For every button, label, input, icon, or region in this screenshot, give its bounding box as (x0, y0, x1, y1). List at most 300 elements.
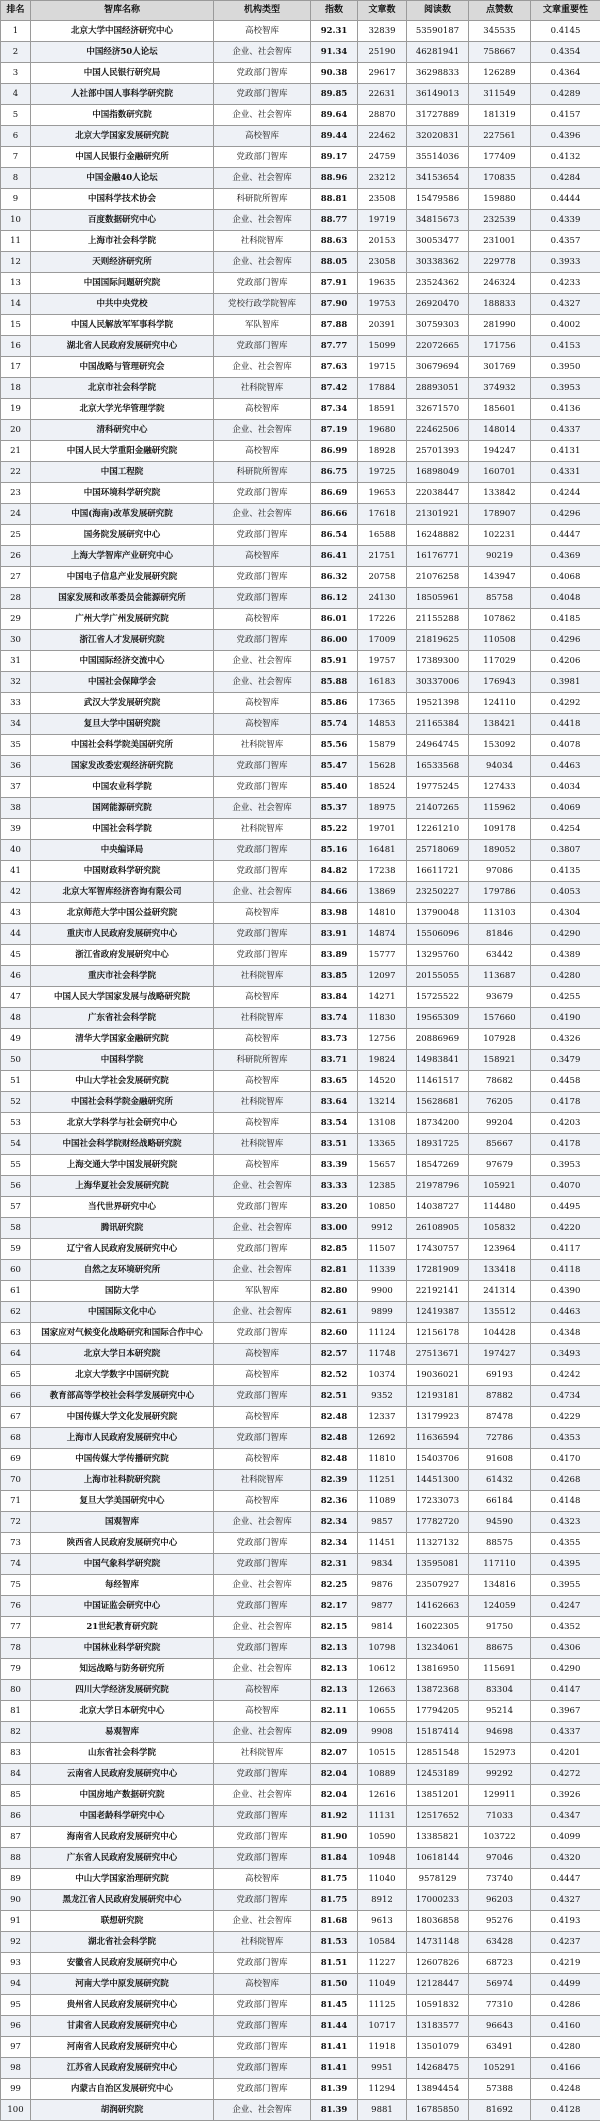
name-cell: 云南省人民政府发展研究中心 (31, 1764, 214, 1785)
type-cell: 党政部门智库 (214, 1848, 311, 1869)
table-row (1, 2037, 600, 2058)
name-cell: 甘肃省人民政府发展研究中心 (31, 2016, 214, 2037)
type-cell: 企业、社会智库 (214, 1575, 311, 1596)
likes-cell: 97086 (469, 861, 531, 882)
name-cell: 中山大学国家治理研究院 (31, 1869, 214, 1890)
name-cell: 中国国际经济交流中心 (31, 651, 214, 672)
importance-cell: 0.4255 (531, 987, 600, 1008)
importance-cell: 0.4233 (531, 273, 600, 294)
table-row (1, 714, 600, 735)
articles-cell: 9877 (358, 1596, 407, 1617)
articles-cell: 17365 (358, 693, 407, 714)
type-cell: 企业、社会智库 (214, 420, 311, 441)
type-cell: 社科院智库 (214, 966, 311, 987)
name-cell: 清科研究中心 (31, 420, 214, 441)
index-cell: 86.01 (311, 609, 358, 630)
name-cell: 复旦大学中国研究院 (31, 714, 214, 735)
articles-cell: 11294 (358, 2079, 407, 2100)
name-cell: 中国人民大学国家发展与战略研究院 (31, 987, 214, 1008)
articles-cell: 19757 (358, 651, 407, 672)
table-row (1, 147, 600, 168)
rank-cell: 79 (1, 1659, 31, 1680)
name-cell: 中国社会科学院 (31, 819, 214, 840)
articles-cell: 16183 (358, 672, 407, 693)
type-cell: 企业、社会智库 (214, 1617, 311, 1638)
reads-cell: 15403706 (407, 1449, 469, 1470)
rank-cell: 43 (1, 903, 31, 924)
likes-cell: 152973 (469, 1743, 531, 1764)
articles-cell: 15657 (358, 1155, 407, 1176)
rank-cell: 100 (1, 2100, 31, 2121)
likes-cell: 87478 (469, 1407, 531, 1428)
articles-cell: 8912 (358, 1890, 407, 1911)
type-cell: 高校智库 (214, 609, 311, 630)
type-cell: 高校智库 (214, 1071, 311, 1092)
articles-cell: 13869 (358, 882, 407, 903)
articles-cell: 10948 (358, 1848, 407, 1869)
importance-cell: 0.4136 (531, 399, 600, 420)
rank-cell: 53 (1, 1113, 31, 1134)
importance-cell: 0.4289 (531, 84, 600, 105)
table-row (1, 420, 600, 441)
type-cell: 党政部门智库 (214, 63, 311, 84)
rank-cell: 69 (1, 1449, 31, 1470)
table-row (1, 252, 600, 273)
rank-cell: 25 (1, 525, 31, 546)
name-cell: 国家发改委宏观经济研究院 (31, 756, 214, 777)
table-row (1, 1029, 600, 1050)
reads-cell: 18036858 (407, 1911, 469, 1932)
importance-cell: 0.3807 (531, 840, 600, 861)
type-cell: 党政部门智库 (214, 630, 311, 651)
reads-cell: 16898049 (407, 462, 469, 483)
index-cell: 82.61 (311, 1302, 358, 1323)
importance-cell: 0.4132 (531, 147, 600, 168)
index-cell: 82.31 (311, 1554, 358, 1575)
index-cell: 85.22 (311, 819, 358, 840)
articles-cell: 9613 (358, 1911, 407, 1932)
name-cell: 重庆市人民政府发展研究中心 (31, 924, 214, 945)
name-cell: 中国人民银行研究局 (31, 63, 214, 84)
table-row (1, 672, 600, 693)
name-cell: 湖北省人民政府发展研究中心 (31, 336, 214, 357)
reads-cell: 30759303 (407, 315, 469, 336)
rank-cell: 18 (1, 378, 31, 399)
index-cell: 83.64 (311, 1092, 358, 1113)
likes-cell: 96203 (469, 1890, 531, 1911)
likes-cell: 78682 (469, 1071, 531, 1092)
reads-cell: 19036021 (407, 1365, 469, 1386)
type-cell: 科研院所智库 (214, 1050, 311, 1071)
type-cell: 高校智库 (214, 1869, 311, 1890)
name-cell: 中国证监会研究中心 (31, 1596, 214, 1617)
name-cell: 国观智库 (31, 1512, 214, 1533)
type-cell: 党政部门智库 (214, 1827, 311, 1848)
articles-cell: 11748 (358, 1344, 407, 1365)
index-cell: 84.66 (311, 882, 358, 903)
index-cell: 86.54 (311, 525, 358, 546)
articles-cell: 19680 (358, 420, 407, 441)
index-cell: 86.99 (311, 441, 358, 462)
rank-cell: 13 (1, 273, 31, 294)
reads-cell: 15187414 (407, 1722, 469, 1743)
type-cell: 党政部门智库 (214, 84, 311, 105)
index-cell: 82.15 (311, 1617, 358, 1638)
articles-cell: 17238 (358, 861, 407, 882)
name-cell: 北京大军智库经济咨询有限公司 (31, 882, 214, 903)
name-cell: 武汉大学发展研究院 (31, 693, 214, 714)
reads-cell: 12419387 (407, 1302, 469, 1323)
articles-cell: 14271 (358, 987, 407, 1008)
articles-cell: 9814 (358, 1617, 407, 1638)
type-cell: 党政部门智库 (214, 525, 311, 546)
name-cell: 清华大学国家金融研究院 (31, 1029, 214, 1050)
rank-cell: 30 (1, 630, 31, 651)
likes-cell: 171756 (469, 336, 531, 357)
importance-cell: 0.4268 (531, 1470, 600, 1491)
reads-cell: 10618144 (407, 1848, 469, 1869)
header-articles: 文章数 (358, 1, 407, 21)
type-cell: 高校智库 (214, 903, 311, 924)
likes-cell: 109178 (469, 819, 531, 840)
table-row (1, 1974, 600, 1995)
index-cell: 87.91 (311, 273, 358, 294)
rank-cell: 39 (1, 819, 31, 840)
rank-cell: 60 (1, 1260, 31, 1281)
index-cell: 81.50 (311, 1974, 358, 1995)
reads-cell: 11636594 (407, 1428, 469, 1449)
articles-cell: 19753 (358, 294, 407, 315)
likes-cell: 107928 (469, 1029, 531, 1050)
index-cell: 83.39 (311, 1155, 358, 1176)
table-row (1, 1071, 600, 1092)
type-cell: 社科院智库 (214, 1743, 311, 1764)
index-cell: 81.39 (311, 2079, 358, 2100)
index-cell: 88.96 (311, 168, 358, 189)
index-cell: 85.88 (311, 672, 358, 693)
table-row (1, 756, 600, 777)
index-cell: 82.52 (311, 1365, 358, 1386)
importance-cell: 0.4352 (531, 1617, 600, 1638)
name-cell: 内蒙古自治区发展研究中心 (31, 2079, 214, 2100)
table-row (1, 1617, 600, 1638)
reads-cell: 21819625 (407, 630, 469, 651)
index-cell: 82.57 (311, 1344, 358, 1365)
likes-cell: 99204 (469, 1113, 531, 1134)
importance-cell: 0.4099 (531, 1827, 600, 1848)
type-cell: 党政部门智库 (214, 2079, 311, 2100)
reads-cell: 18547269 (407, 1155, 469, 1176)
articles-cell: 9857 (358, 1512, 407, 1533)
index-cell: 86.69 (311, 483, 358, 504)
table-row (1, 378, 600, 399)
name-cell: 四川大学经济发展研究院 (31, 1680, 214, 1701)
type-cell: 企业、社会智库 (214, 42, 311, 63)
rank-cell: 14 (1, 294, 31, 315)
reads-cell: 13501079 (407, 2037, 469, 2058)
index-cell: 83.51 (311, 1134, 358, 1155)
table-row (1, 987, 600, 1008)
likes-cell: 117029 (469, 651, 531, 672)
type-cell: 企业、社会智库 (214, 105, 311, 126)
importance-cell: 0.4390 (531, 1281, 600, 1302)
table-row (1, 1050, 600, 1071)
table-row (1, 1638, 600, 1659)
index-cell: 83.71 (311, 1050, 358, 1071)
table-row (1, 1869, 600, 1890)
name-cell: 中国社会科学院财经战略研究院 (31, 1134, 214, 1155)
type-cell: 企业、社会智库 (214, 651, 311, 672)
reads-cell: 12261210 (407, 819, 469, 840)
likes-cell: 178907 (469, 504, 531, 525)
rank-cell: 92 (1, 1932, 31, 1953)
articles-cell: 9900 (358, 1281, 407, 1302)
rank-cell: 31 (1, 651, 31, 672)
name-cell: 中国气象科学研究院 (31, 1554, 214, 1575)
reads-cell: 16785850 (407, 2100, 469, 2121)
name-cell: 海南省人民政府发展研究中心 (31, 1827, 214, 1848)
name-cell: 中国电子信息产业发展研究院 (31, 567, 214, 588)
type-cell: 企业、社会智库 (214, 1911, 311, 1932)
articles-cell: 19701 (358, 819, 407, 840)
table-row (1, 735, 600, 756)
rank-cell: 32 (1, 672, 31, 693)
importance-cell: 0.4229 (531, 1407, 600, 1428)
importance-cell: 0.3933 (531, 252, 600, 273)
type-cell: 党政部门智库 (214, 924, 311, 945)
articles-cell: 29617 (358, 63, 407, 84)
reads-cell: 14983841 (407, 1050, 469, 1071)
type-cell: 党政部门智库 (214, 1197, 311, 1218)
rank-cell: 89 (1, 1869, 31, 1890)
articles-cell: 12097 (358, 966, 407, 987)
index-cell: 81.41 (311, 2058, 358, 2079)
reads-cell: 30053477 (407, 231, 469, 252)
reads-cell: 35514036 (407, 147, 469, 168)
type-cell: 党政部门智库 (214, 2058, 311, 2079)
reads-cell: 15506096 (407, 924, 469, 945)
name-cell: 中国社会科学院美国研究所 (31, 735, 214, 756)
index-cell: 85.16 (311, 840, 358, 861)
table-row (1, 21, 600, 42)
rank-cell: 45 (1, 945, 31, 966)
rank-cell: 24 (1, 504, 31, 525)
likes-cell: 76205 (469, 1092, 531, 1113)
rank-cell: 37 (1, 777, 31, 798)
importance-cell: 0.3479 (531, 1050, 600, 1071)
table-row (1, 1092, 600, 1113)
importance-cell: 0.4193 (531, 1911, 600, 1932)
table-row (1, 462, 600, 483)
table-row (1, 525, 600, 546)
rank-cell: 38 (1, 798, 31, 819)
articles-cell: 19715 (358, 357, 407, 378)
index-cell: 86.66 (311, 504, 358, 525)
rank-cell: 33 (1, 693, 31, 714)
likes-cell: 124059 (469, 1596, 531, 1617)
index-cell: 82.48 (311, 1428, 358, 1449)
likes-cell: 188833 (469, 294, 531, 315)
importance-cell: 0.4220 (531, 1218, 600, 1239)
index-cell: 82.04 (311, 1785, 358, 1806)
likes-cell: 176943 (469, 672, 531, 693)
articles-cell: 9881 (358, 2100, 407, 2121)
table-row (1, 1176, 600, 1197)
articles-cell: 10798 (358, 1638, 407, 1659)
name-cell: 中国环境科学研究院 (31, 483, 214, 504)
importance-cell: 0.4495 (531, 1197, 600, 1218)
likes-cell: 91750 (469, 1617, 531, 1638)
importance-cell: 0.4131 (531, 441, 600, 462)
articles-cell: 19824 (358, 1050, 407, 1071)
name-cell: 中国指数研究院 (31, 105, 214, 126)
name-cell: 辽宁省人民政府发展研究中心 (31, 1239, 214, 1260)
type-cell: 企业、社会智库 (214, 1176, 311, 1197)
type-cell: 高校智库 (214, 1113, 311, 1134)
likes-cell: 72786 (469, 1428, 531, 1449)
reads-cell: 21978796 (407, 1176, 469, 1197)
type-cell: 高校智库 (214, 1365, 311, 1386)
rank-cell: 90 (1, 1890, 31, 1911)
articles-cell: 16588 (358, 525, 407, 546)
name-cell: 中国战略与管理研究会 (31, 357, 214, 378)
type-cell: 党政部门智库 (214, 1995, 311, 2016)
articles-cell: 22462 (358, 126, 407, 147)
likes-cell: 127433 (469, 777, 531, 798)
table-row (1, 1113, 600, 1134)
index-cell: 83.74 (311, 1008, 358, 1029)
articles-cell: 12385 (358, 1176, 407, 1197)
likes-cell: 103722 (469, 1827, 531, 1848)
rank-cell: 73 (1, 1533, 31, 1554)
type-cell: 党政部门智库 (214, 483, 311, 504)
index-cell: 87.88 (311, 315, 358, 336)
name-cell: 河南大学中原发展研究院 (31, 1974, 214, 1995)
reads-cell: 13295760 (407, 945, 469, 966)
likes-cell: 113687 (469, 966, 531, 987)
importance-cell: 0.4117 (531, 1239, 600, 1260)
index-cell: 87.63 (311, 357, 358, 378)
table-row (1, 1323, 600, 1344)
likes-cell: 181319 (469, 105, 531, 126)
importance-cell: 0.4447 (531, 525, 600, 546)
likes-cell: 143947 (469, 567, 531, 588)
importance-cell: 0.4128 (531, 2100, 600, 2121)
rank-cell: 67 (1, 1407, 31, 1428)
table-row (1, 294, 600, 315)
type-cell: 高校智库 (214, 1974, 311, 1995)
likes-cell: 73740 (469, 1869, 531, 1890)
index-cell: 81.41 (311, 2037, 358, 2058)
table-row (1, 1554, 600, 1575)
index-cell: 81.84 (311, 1848, 358, 1869)
table-row (1, 1281, 600, 1302)
articles-cell: 19719 (358, 210, 407, 231)
table-row (1, 1365, 600, 1386)
type-cell: 高校智库 (214, 1680, 311, 1701)
name-cell: 中国人民解放军军事科学院 (31, 315, 214, 336)
rank-cell: 99 (1, 2079, 31, 2100)
articles-cell: 23058 (358, 252, 407, 273)
likes-cell: 77310 (469, 1995, 531, 2016)
importance-cell: 0.4190 (531, 1008, 600, 1029)
index-cell: 82.07 (311, 1743, 358, 1764)
reads-cell: 30337006 (407, 672, 469, 693)
header-name: 智库名称 (31, 1, 214, 21)
importance-cell: 0.4242 (531, 1365, 600, 1386)
index-cell: 82.09 (311, 1722, 358, 1743)
type-cell: 党政部门智库 (214, 1533, 311, 1554)
articles-cell: 15879 (358, 735, 407, 756)
index-cell: 86.75 (311, 462, 358, 483)
importance-cell: 0.4296 (531, 504, 600, 525)
index-cell: 83.20 (311, 1197, 358, 1218)
likes-cell: 124110 (469, 693, 531, 714)
name-cell: 中国工程院 (31, 462, 214, 483)
index-cell: 83.98 (311, 903, 358, 924)
reads-cell: 34815673 (407, 210, 469, 231)
table-row (1, 1659, 600, 1680)
name-cell: 中央编译局 (31, 840, 214, 861)
name-cell: 21世纪教育研究院 (31, 1617, 214, 1638)
rank-cell: 22 (1, 462, 31, 483)
reads-cell: 53590187 (407, 21, 469, 42)
likes-cell: 57388 (469, 2079, 531, 2100)
type-cell: 党政部门智库 (214, 336, 311, 357)
table-row (1, 777, 600, 798)
articles-cell: 11131 (358, 1806, 407, 1827)
index-cell: 87.77 (311, 336, 358, 357)
articles-cell: 21751 (358, 546, 407, 567)
importance-cell: 0.4118 (531, 1260, 600, 1281)
reads-cell: 13385821 (407, 1827, 469, 1848)
name-cell: 国务院发展研究中心 (31, 525, 214, 546)
importance-cell: 0.4206 (531, 651, 600, 672)
rank-cell: 28 (1, 588, 31, 609)
importance-cell: 0.4292 (531, 693, 600, 714)
rank-cell: 47 (1, 987, 31, 1008)
likes-cell: 95276 (469, 1911, 531, 1932)
rank-cell: 12 (1, 252, 31, 273)
rank-cell: 59 (1, 1239, 31, 1260)
likes-cell: 110508 (469, 630, 531, 651)
type-cell: 高校智库 (214, 546, 311, 567)
name-cell: 中国(海南)改革发展研究院 (31, 504, 214, 525)
index-cell: 85.37 (311, 798, 358, 819)
importance-cell: 0.4244 (531, 483, 600, 504)
reads-cell: 14731148 (407, 1932, 469, 1953)
type-cell: 党政部门智库 (214, 567, 311, 588)
index-cell: 81.45 (311, 1995, 358, 2016)
type-cell: 党政部门智库 (214, 1554, 311, 1575)
name-cell: 中国林业科学研究院 (31, 1638, 214, 1659)
rank-cell: 29 (1, 609, 31, 630)
table-row (1, 1764, 600, 1785)
name-cell: 中国传媒大学文化发展研究院 (31, 1407, 214, 1428)
index-cell: 82.80 (311, 1281, 358, 1302)
type-cell: 企业、社会智库 (214, 1659, 311, 1680)
likes-cell: 102231 (469, 525, 531, 546)
type-cell: 社科院智库 (214, 819, 311, 840)
rank-cell: 21 (1, 441, 31, 462)
header-reads: 阅读数 (407, 1, 469, 21)
type-cell: 科研院所智库 (214, 189, 311, 210)
articles-cell: 11918 (358, 2037, 407, 2058)
index-cell: 91.34 (311, 42, 358, 63)
importance-cell: 0.4320 (531, 1848, 600, 1869)
type-cell: 党政部门智库 (214, 861, 311, 882)
rank-cell: 74 (1, 1554, 31, 1575)
